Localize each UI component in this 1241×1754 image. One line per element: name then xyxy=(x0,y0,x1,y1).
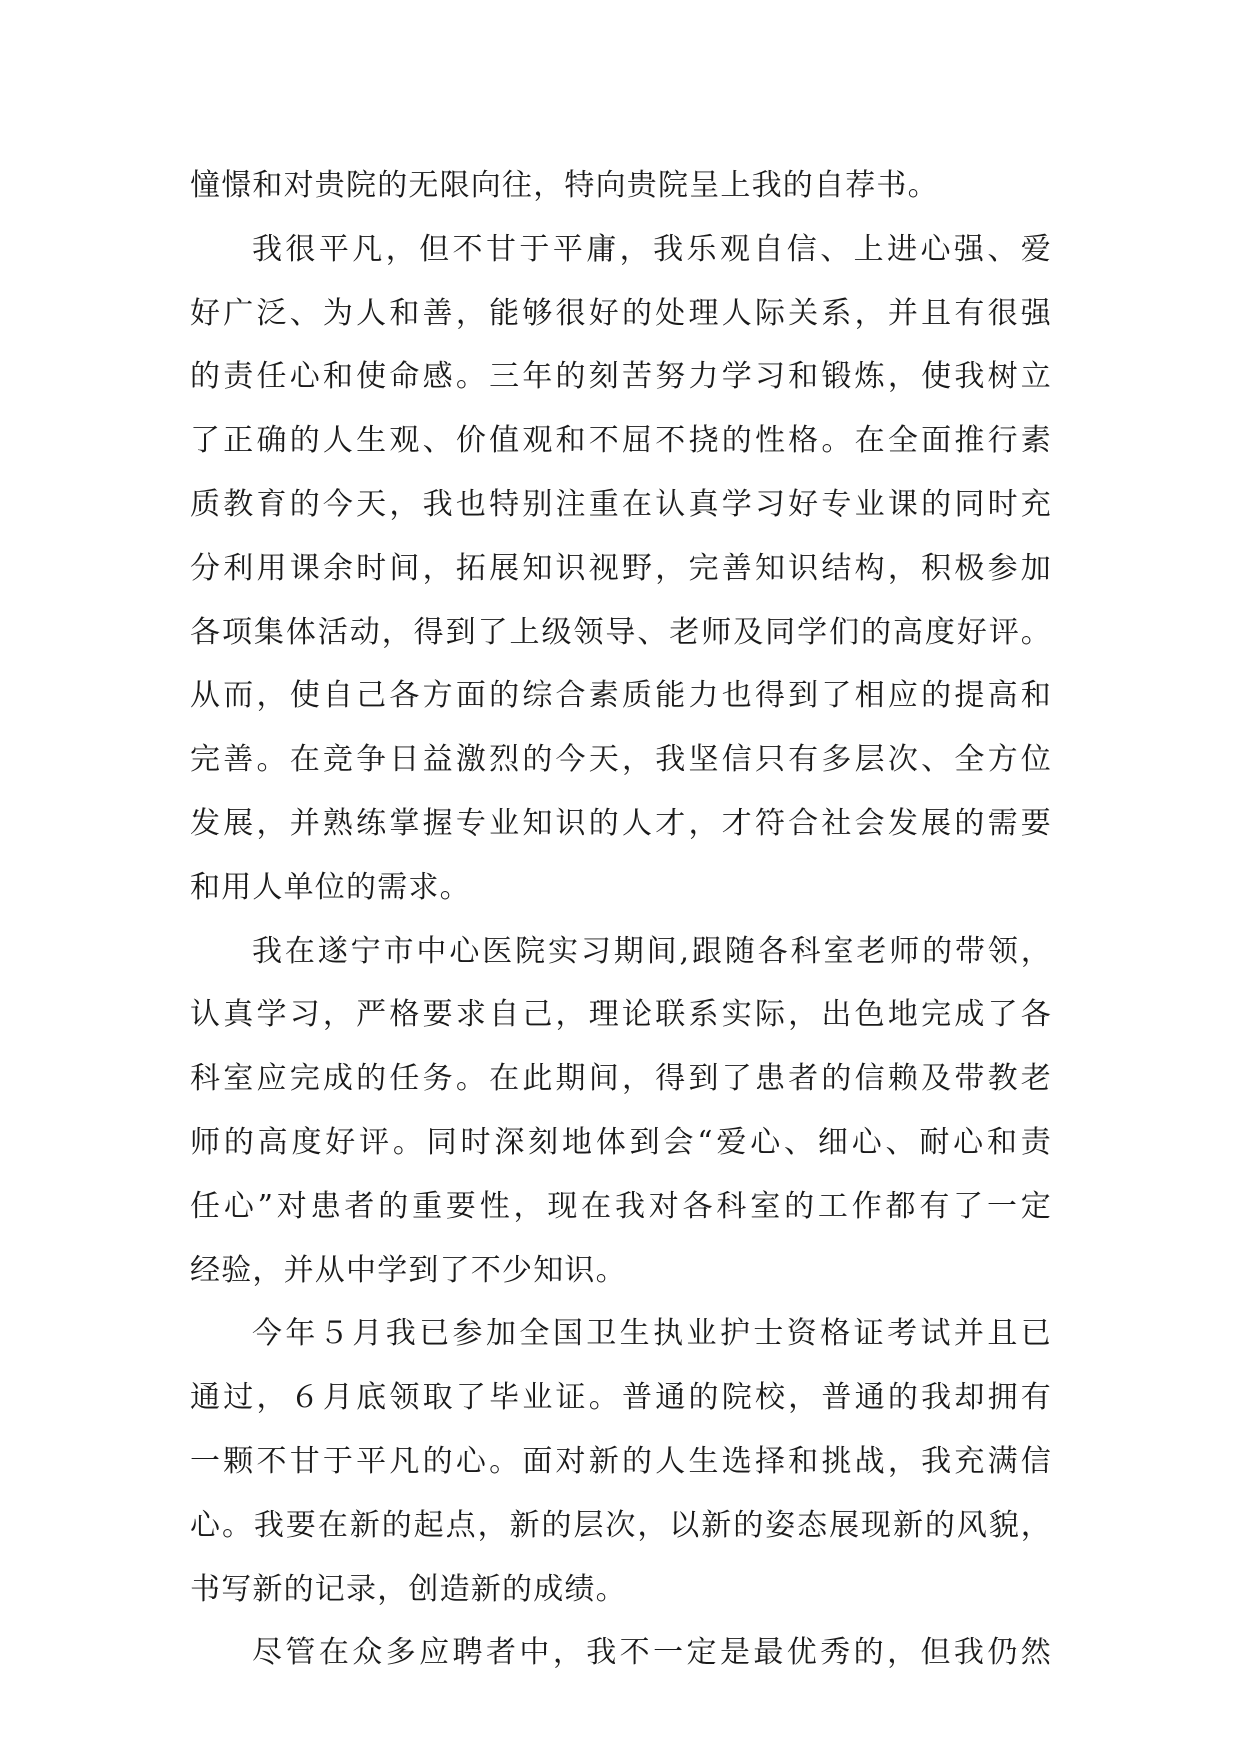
text-line: 心。我要在新的起点，新的层次，以新的姿态展现新的风貌， xyxy=(190,1507,1052,1543)
paragraph-first-line: 我很平凡，但不甘于平庸，我乐观自信、上进心强、爱 xyxy=(252,231,1052,267)
text-line: 发展，并熟练掌握专业知识的人才，才符合社会发展的需要 xyxy=(190,805,1052,841)
text-line: 各项集体活动，得到了上级领导、老师及同学们的高度好评。 xyxy=(190,614,1052,650)
text-line: 质教育的今天，我也特别注重在认真学习好专业课的同时充 xyxy=(190,486,1052,522)
text-line: 师的高度好评。同时深刻地体到会“爱心、细心、耐心和责 xyxy=(190,1124,1052,1160)
text-line: 好广泛、为人和善，能够很好的处理人际关系，并且有很强 xyxy=(190,295,1052,331)
paragraph-first-line: 今年５月我已参加全国卫生执业护士资格证考试并且已 xyxy=(252,1316,1052,1352)
text-line: 通过，６月底领取了毕业证。普通的院校，普通的我却拥有 xyxy=(190,1380,1052,1416)
paragraph-first-line: 我在遂宁市中心医院实习期间,跟随各科室老师的带领， xyxy=(252,933,1052,969)
text-line: 了正确的人生观、价值观和不屈不挠的性格。在全面推行素 xyxy=(190,423,1052,459)
text-line: 从而，使自己各方面的综合素质能力也得到了相应的提高和 xyxy=(190,678,1052,714)
text-line: 一颗不甘于平凡的心。面对新的人生选择和挑战，我充满信 xyxy=(190,1443,1052,1479)
text-line: 书写新的记录，创造新的成绩。 xyxy=(190,1571,627,1607)
text-line: 经验，并从中学到了不少知识。 xyxy=(190,1252,627,1288)
text-line: 任心”对患者的重要性，现在我对各科室的工作都有了一定 xyxy=(190,1188,1052,1224)
text-line: 完善。在竞争日益激烈的今天，我坚信只有多层次、全方位 xyxy=(190,742,1052,778)
text-line: 科室应完成的任务。在此期间，得到了患者的信赖及带教老 xyxy=(190,1061,1052,1097)
text-line: 的责任心和使命感。三年的刻苦努力学习和锻炼，使我树立 xyxy=(190,359,1052,395)
text-line: 认真学习，严格要求自己，理论联系实际，出色地完成了各 xyxy=(190,997,1052,1033)
paragraph-first-line: 尽管在众多应聘者中，我不一定是最优秀的，但我仍然 xyxy=(252,1635,1052,1671)
text-line: 和用人单位的需求。 xyxy=(190,869,471,905)
text-line: 憧憬和对贵院的无限向往，特向贵院呈上我的自荐书。 xyxy=(190,168,939,203)
text-line: 分利用课余时间，拓展知识视野，完善知识结构，积极参加 xyxy=(190,550,1052,586)
document-body xyxy=(190,154,1052,1685)
